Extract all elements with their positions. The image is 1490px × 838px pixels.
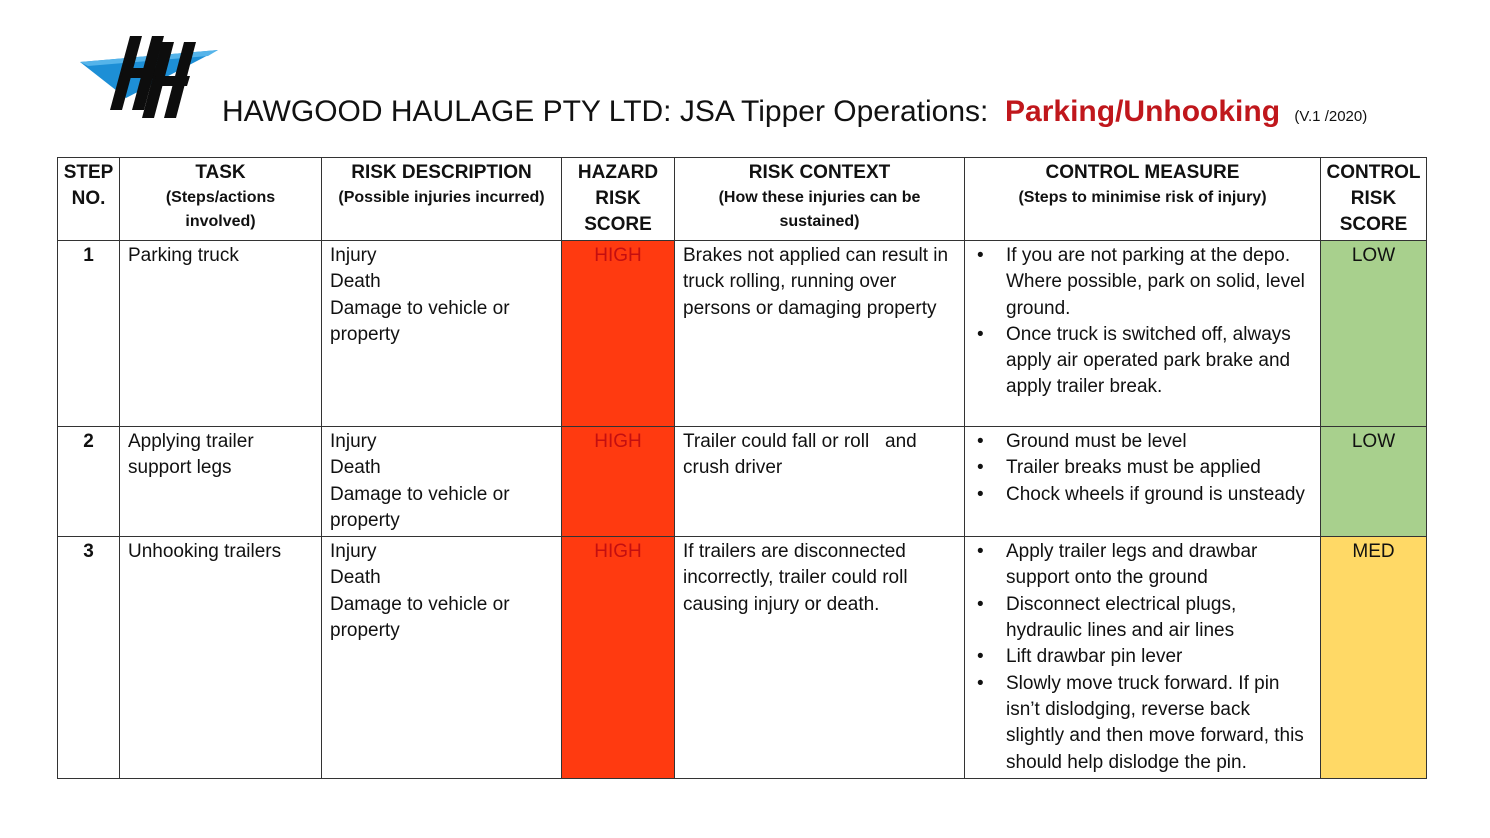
header-control-measure: CONTROL MEASURE (Steps to minimise risk of injury) (965, 158, 1321, 241)
hazard-score-high: HIGH (562, 427, 675, 537)
control-score-med: MED (1321, 537, 1427, 779)
task-cell: Unhooking trailers (120, 537, 322, 779)
measure-item: • Lift drawbar pin lever (1006, 644, 1312, 670)
step-number: 3 (58, 537, 120, 779)
measure-item: • Ground must be level (1006, 429, 1312, 455)
control-measure-cell (965, 241, 1321, 427)
version-label: (V.1 /2020) (1294, 108, 1368, 125)
measure-item: • Disconnect electrical plugs, hydraulic lines and air lines (1006, 592, 1312, 645)
control-score-low: LOW (1321, 241, 1427, 427)
title-prefix: HAWGOOD HAULAGE PTY LTD: JSA Tipper Operations: (222, 95, 989, 128)
header-risk-description: RISK DESCRIPTION (Possible injuries incurred) (322, 158, 562, 241)
table-header-row (58, 158, 1427, 241)
risk-description-cell: Injury Death Damage to vehicle or property (322, 537, 562, 779)
measure-item: • Trailer breaks must be applied (1006, 455, 1312, 481)
title-highlight: Parking/Unhooking (1005, 95, 1281, 128)
risk-context-cell: Trailer could fall or roll and crush driver (675, 427, 965, 537)
table-row (58, 427, 1427, 537)
measure-item: • Apply trailer legs and drawbar support onto the ground (1006, 539, 1312, 592)
risk-description-cell: Injury Death Damage to vehicle or property (322, 241, 562, 427)
header-step: STEP NO. (58, 158, 120, 241)
header-hazard-risk-score: HAZARD RISK SCORE (562, 158, 675, 241)
risk-context-cell: If trailers are disconnected incorrectly, trailer could roll causing injury or death. (675, 537, 965, 779)
header-risk-context: RISK CONTEXT (How these injuries can be sustained) (675, 158, 965, 241)
measure-item: • Once truck is switched off, always apply air operated park brake and apply trailer break. (1006, 322, 1312, 401)
control-measure-cell (965, 427, 1321, 537)
control-score-low: LOW (1321, 427, 1427, 537)
document-title (222, 90, 1367, 134)
header-task: TASK (Steps/actions involved) (120, 158, 322, 241)
table-row (58, 241, 1427, 427)
risk-description-cell: Injury Death Damage to vehicle or property (322, 427, 562, 537)
task-cell: Parking truck (120, 241, 322, 427)
measure-item: • Chock wheels if ground is unsteady (1006, 482, 1312, 508)
hazard-score-high: HIGH (562, 241, 675, 427)
step-number: 1 (58, 241, 120, 427)
hazard-score-high: HIGH (562, 537, 675, 779)
hawgood-logo-icon (78, 32, 220, 122)
jsa-table (57, 157, 1427, 779)
step-number: 2 (58, 427, 120, 537)
measure-item: • Slowly move truck forward. If pin isn’t dislodging, reverse back slightly and then move forward, this should help dislodge the pin. (1006, 671, 1312, 776)
control-measure-cell (965, 537, 1321, 779)
risk-context-cell: Brakes not applied can result in truck rolling, running over persons or damaging property (675, 241, 965, 427)
task-cell: Applying trailer support legs (120, 427, 322, 537)
table-row (58, 537, 1427, 779)
measure-item: • If you are not parking at the depo. Where possible, park on solid, level ground. (1006, 243, 1312, 322)
header-control-risk-score: CONTROL RISK SCORE (1321, 158, 1427, 241)
